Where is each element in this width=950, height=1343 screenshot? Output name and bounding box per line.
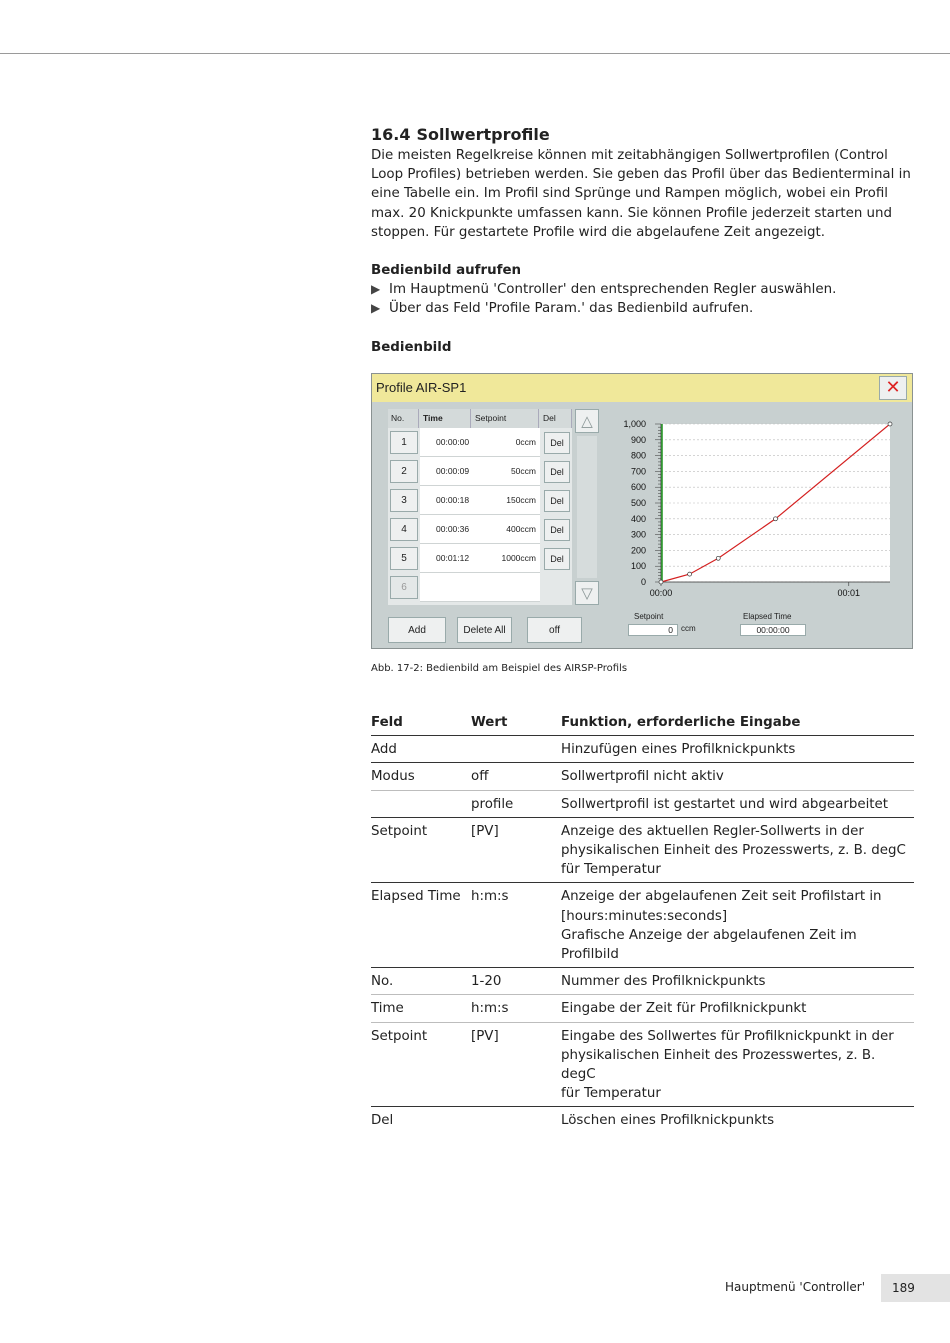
y-tick-label: 200	[630, 545, 646, 556]
wert-cell: [PV]	[471, 1028, 499, 1044]
y-tick-label: 600	[630, 482, 646, 493]
y-tick-label: 100	[630, 561, 646, 572]
table-row	[388, 515, 572, 544]
funktion-cell	[561, 767, 914, 786]
feld-cell: Del	[371, 1113, 394, 1129]
header-wert: Wert	[471, 715, 508, 730]
setpoint-cell[interactable]: 50ccm	[472, 457, 540, 486]
table-row	[371, 763, 914, 790]
wert-cell: 1-20	[471, 974, 502, 990]
scroll-down-button[interactable]	[575, 581, 599, 605]
table-row	[371, 736, 914, 763]
column-header-time: Time	[419, 409, 471, 428]
header-feld: Feld	[371, 715, 403, 730]
mode-button[interactable]: off	[527, 617, 582, 643]
row-number-button[interactable]: 3	[390, 489, 418, 512]
wert-cell	[471, 1111, 561, 1130]
funktion-cell	[561, 972, 914, 991]
y-tick-label: 300	[630, 529, 646, 540]
setpoint-unit: ccm	[681, 624, 696, 633]
wert-cell	[471, 740, 561, 759]
table-row	[371, 1023, 914, 1108]
funktion-line: Sollwertprofil nicht aktiv	[561, 769, 724, 785]
wert-cell: [PV]	[471, 823, 499, 839]
feld-cell: Setpoint	[371, 823, 428, 839]
profile-point	[659, 580, 663, 584]
wert-cell: h:m:s	[471, 889, 509, 905]
parameter-table	[371, 709, 914, 1134]
funktion-cell	[561, 1111, 914, 1130]
step-text: Im Hauptmenü 'Controller' den entsprechenden Regler auswählen.	[389, 282, 837, 298]
table-row	[388, 573, 572, 602]
feld-cell: Setpoint	[371, 1028, 428, 1044]
scrollbar-track[interactable]	[577, 436, 597, 578]
step-item	[371, 280, 916, 299]
funktion-cell	[561, 740, 914, 759]
time-cell[interactable]: 00:00:36	[420, 515, 472, 544]
close-icon: ✕	[885, 377, 901, 398]
funktion-line: Anzeige der abgelaufenen Zeit seit Profilstart in	[561, 889, 882, 905]
funktion-line: Grafische Anzeige der abgelaufenen Zeit im Profilbild	[561, 927, 857, 963]
row-number-button[interactable]: 1	[390, 431, 418, 454]
feld-cell: No.	[371, 974, 394, 990]
setpoint-cell[interactable]: 400ccm	[472, 515, 540, 544]
funktion-line: Nummer des Profilknickpunkts	[561, 974, 766, 990]
y-tick-label: 500	[630, 498, 646, 508]
funktion-line: Eingabe der Zeit für Profilknickpunkt	[561, 1001, 807, 1017]
time-cell[interactable]	[420, 573, 472, 602]
wert-cell: off	[471, 769, 489, 785]
funktion-line: Eingabe des Sollwertes für Profilknickpunkt in der	[561, 1028, 894, 1044]
wert-cell: h:m:s	[471, 1001, 509, 1017]
step-item	[371, 299, 916, 318]
page-number: 189	[881, 1274, 950, 1302]
time-cell[interactable]: 00:00:18	[420, 486, 472, 515]
open-screen-heading: Bedienbild aufrufen	[371, 263, 522, 279]
delete-all-button[interactable]: Delete All	[457, 617, 512, 643]
delete-row-button[interactable]: Del	[544, 432, 570, 454]
arrow-right-icon: ▶	[371, 301, 381, 316]
screen-heading: Bedienbild	[371, 339, 452, 355]
intro-paragraph: Die meisten Regelkreise können mit zeitabhängigen Sollwertprofilen (Control Loop Profiles) betrieben werden. Sie geben das Profil über das Bedienterminal in eine Tabelle ein. Im Profil sind Sprünge und Rampen möglich, wobei ein Profil max. 20 Knickpunkte umfassen kann. Sie können Profile jederzeit starten und stoppen. Für gestartete Profile wird die abgelaufene Zeit angezeigt.	[371, 148, 911, 240]
row-number-button[interactable]: 4	[390, 518, 418, 541]
triangle-up-icon: △	[581, 412, 593, 430]
y-tick-label: 700	[630, 466, 646, 477]
step-text: Über das Feld 'Profile Param.' das Bedienbild aufrufen.	[389, 301, 754, 317]
elapsed-time-field: 00:00:00	[740, 624, 806, 636]
table-header-row	[371, 709, 914, 736]
section-number: 16.4	[371, 125, 411, 144]
panel-title: Profile AIR-SP1	[372, 374, 912, 402]
delete-row-button[interactable]: Del	[544, 461, 570, 483]
funktion-cell	[561, 1027, 914, 1104]
funktion-line: für Temperatur	[561, 1086, 661, 1102]
feld-cell: Elapsed Time	[371, 889, 461, 905]
y-tick-label: 800	[630, 450, 646, 461]
section-title: Sollwertprofile	[416, 125, 550, 144]
funktion-line: [hours:minutes:seconds]	[561, 908, 728, 924]
table-row	[371, 968, 914, 995]
setpoint-label: Setpoint	[634, 612, 664, 621]
funktion-line: physikalischen Einheit des Prozesswertes, z. B. degC	[561, 1047, 876, 1083]
profile-point	[688, 572, 692, 576]
delete-row-button[interactable]: Del	[544, 519, 570, 541]
feld-cell: Add	[371, 742, 397, 758]
setpoint-cell[interactable]	[472, 573, 540, 602]
column-header-setpoint: Setpoint	[471, 409, 539, 428]
funktion-cell	[561, 795, 914, 814]
funktion-cell	[561, 887, 914, 964]
funktion-line: Sollwertprofil ist gestartet und wird abgearbeitet	[561, 796, 889, 812]
plot-area	[661, 424, 890, 582]
feld-cell: Time	[371, 1001, 404, 1017]
funktion-line: Anzeige des aktuellen Regler-Sollwerts in der	[561, 823, 864, 839]
y-tick-label: 1,000	[623, 419, 646, 429]
row-number-button[interactable]: 6	[390, 576, 418, 599]
y-tick-label: 0	[640, 577, 646, 587]
section-heading	[371, 124, 916, 146]
profile-screen	[371, 373, 913, 649]
setpoint-cell[interactable]: 0ccm	[472, 428, 540, 457]
close-button[interactable]	[879, 376, 907, 400]
table-row	[371, 818, 914, 884]
column-header-no: No.	[388, 409, 419, 428]
triangle-down-icon: ▽	[581, 584, 593, 602]
funktion-line: für Temperatur	[561, 862, 661, 878]
setpoint-cell[interactable]: 150ccm	[472, 486, 540, 515]
wert-cell: profile	[471, 796, 514, 812]
funktion-line: Hinzufügen eines Profilknickpunkts	[561, 742, 796, 758]
table-row	[371, 1107, 914, 1133]
elapsed-time-label: Elapsed Time	[743, 612, 792, 621]
row-number-button[interactable]: 2	[390, 460, 418, 483]
setpoint-cell[interactable]: 1000ccm	[472, 544, 540, 573]
time-cell[interactable]: 00:01:12	[420, 544, 472, 573]
funktion-cell	[561, 822, 914, 880]
add-button[interactable]: Add	[388, 617, 446, 643]
table-row	[388, 486, 572, 515]
arrow-right-icon: ▶	[371, 282, 381, 297]
table-row	[371, 995, 914, 1022]
header-rule	[0, 53, 950, 54]
funktion-cell	[561, 999, 914, 1018]
delete-row-button[interactable]: Del	[544, 490, 570, 512]
table-row	[388, 457, 572, 486]
funktion-line: physikalischen Einheit des Prozesswerts, z. B. degC	[561, 843, 906, 859]
figure-caption: Abb. 17-2: Bedienbild am Beispiel des AIRSP-Profils	[371, 663, 628, 674]
time-cell[interactable]: 00:00:00	[420, 428, 472, 457]
footer-chapter: Hauptmenü 'Controller'	[725, 1280, 866, 1294]
feld-cell	[371, 795, 471, 814]
y-tick-label: 900	[630, 434, 646, 445]
x-tick-label: 00:00	[649, 588, 673, 598]
table-row	[371, 791, 914, 818]
setpoint-field[interactable]: 0	[628, 624, 678, 636]
column-header-del: Del	[539, 409, 572, 428]
profile-point	[888, 422, 892, 426]
table-row	[388, 428, 572, 457]
x-tick-label: 00:01	[837, 588, 861, 598]
profile-table	[388, 409, 572, 605]
profile-point	[774, 517, 778, 521]
time-cell[interactable]: 00:00:09	[420, 457, 472, 486]
feld-cell: Modus	[371, 769, 415, 785]
y-tick-label: 400	[630, 513, 646, 524]
section-content	[371, 124, 916, 357]
row-number-button[interactable]: 5	[390, 547, 418, 570]
funktion-line: Löschen eines Profilknickpunkts	[561, 1113, 775, 1129]
profile-point	[716, 556, 720, 560]
header-funktion: Funktion, erforderliche Eingabe	[561, 715, 801, 730]
scroll-up-button[interactable]	[575, 409, 599, 433]
table-row	[371, 883, 914, 968]
table-row	[388, 544, 572, 573]
delete-row-button[interactable]: Del	[544, 548, 570, 570]
